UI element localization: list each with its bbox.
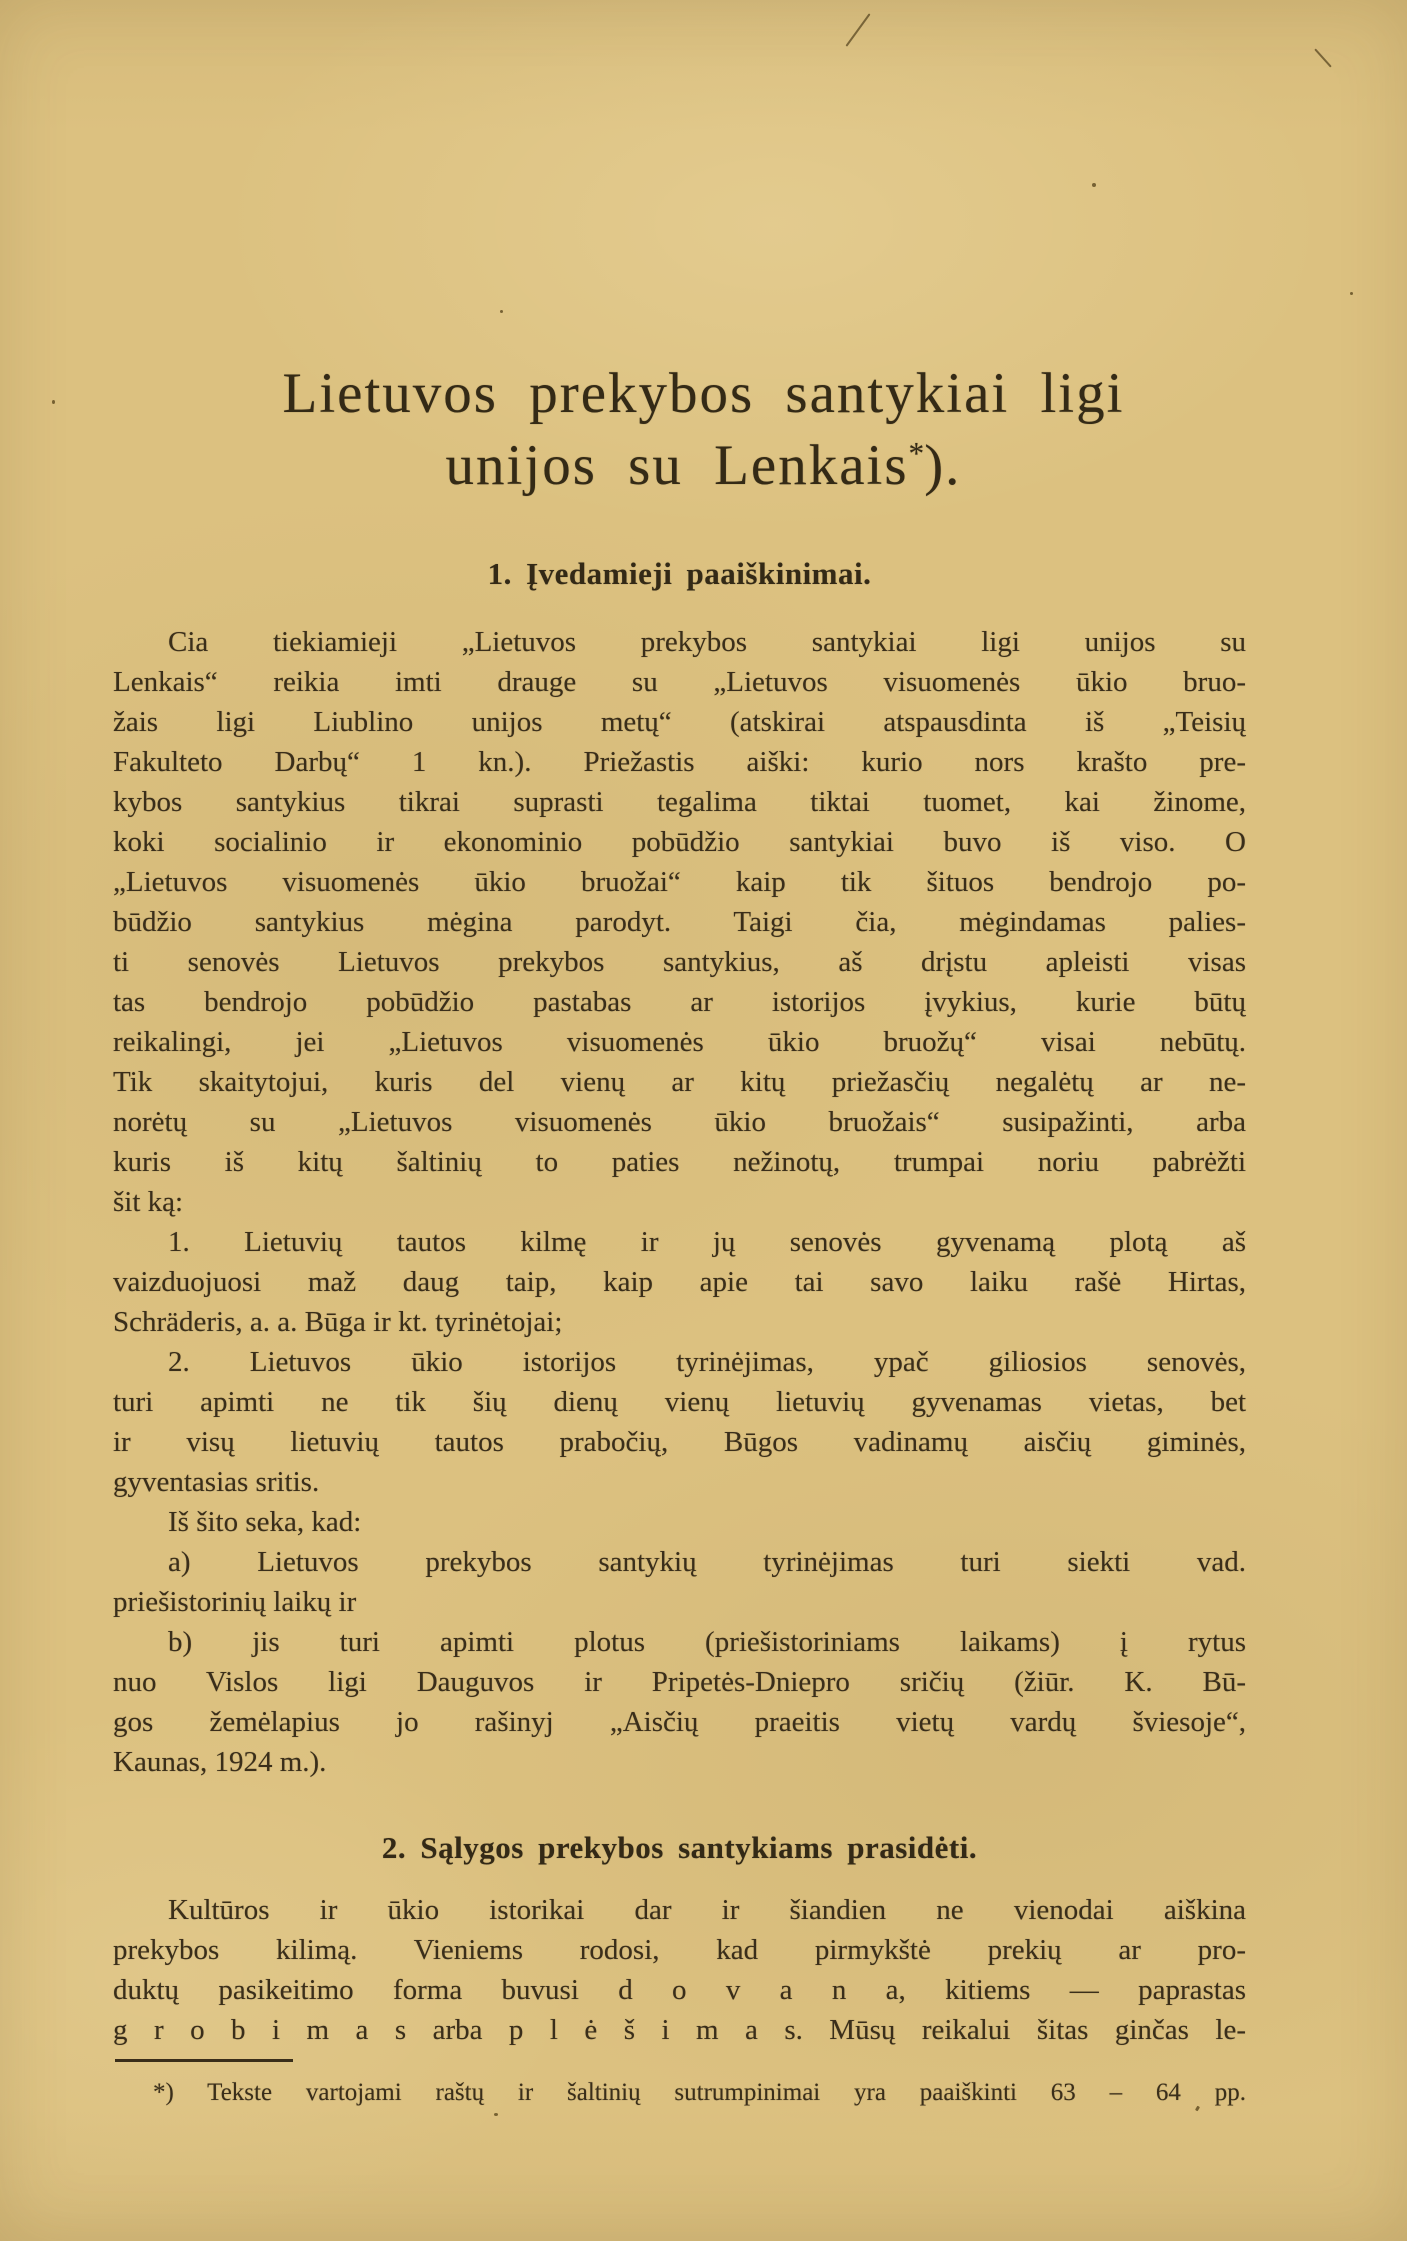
section-1-heading: 1. Įvedamieji paaiškinimai. bbox=[487, 556, 872, 591]
paper-speck bbox=[494, 2113, 498, 2116]
text-line: turi apimti ne tik šių dienų vienų lietuvių gyvenamas vietas, bet bbox=[113, 1386, 1246, 1418]
article-title-line-2-text: unijos su Lenkais bbox=[445, 434, 909, 497]
text-line: „Lietuvos visuomenės ūkio bruožai“ kaip tik šituos bendrojo po- bbox=[113, 866, 1246, 898]
text-line: Iš šito seka, kad: bbox=[168, 1506, 362, 1538]
paper-speck bbox=[1092, 183, 1096, 187]
footnote-rule bbox=[115, 2059, 293, 2062]
list-item-b bbox=[113, 1622, 1246, 1782]
text-line: tas bendrojo pobūdžio pastabas ar istorijos įvykius, kurie būtų bbox=[113, 986, 1246, 1018]
text-line: Cia tiekiamieji „Lietuvos prekybos santykiai ligi unijos su bbox=[168, 626, 1246, 658]
article-title-line-2 bbox=[0, 430, 1407, 502]
list-item-a bbox=[113, 1542, 1246, 1622]
numbered-item-2 bbox=[113, 1342, 1246, 1502]
article-title-line-1: Lietuvos prekybos santykiai ligi bbox=[282, 362, 1125, 425]
conclusion-lead bbox=[113, 1502, 1246, 1542]
article-title bbox=[0, 0, 1407, 502]
text-line: duktų pasikeitimo forma buvusi d o v a n a, kitiems — paprastas bbox=[113, 1974, 1246, 2006]
text-line: prekybos kilimą. Vieniems rodosi, kad pirmykštė prekių ar pro- bbox=[113, 1934, 1246, 1966]
text-line: Tik skaitytojui, kuris del vienų ar kitų priežasčių negalėtų ar ne- bbox=[113, 1066, 1246, 1098]
text-line: norėtų su „Lietuvos visuomenės ūkio bruožais“ susipažinti, arba bbox=[113, 1106, 1246, 1138]
section-2-heading: 2. Sąlygos prekybos santykiams prasidėti. bbox=[381, 1830, 978, 1865]
paper-speck bbox=[1350, 292, 1353, 295]
text-line: gos žemėlapius jo rašinyj „Aisčių praeitis vietų vardų šviesoje“, bbox=[113, 1706, 1246, 1738]
text-line: Kaunas, 1924 m.). bbox=[113, 1746, 327, 1778]
numbered-item-1 bbox=[113, 1222, 1246, 1342]
text-line: 2. Lietuvos ūkio istorijos tyrinėjimas, ypač giliosios senovės, bbox=[168, 1346, 1246, 1378]
text-line: gyventasias sritis. bbox=[113, 1466, 320, 1498]
text-line: Schräderis, a. a. Būga ir kt. tyrinėtojai; bbox=[113, 1306, 563, 1338]
text-line: Fakulteto Darbų“ 1 kn.). Priežastis aiški: kurio nors krašto pre- bbox=[113, 746, 1246, 778]
text-line: priešistorinių laikų ir bbox=[113, 1586, 357, 1618]
intro-paragraph bbox=[113, 622, 1246, 1222]
text-line: Kultūros ir ūkio istorikai dar ir šiandien ne vienodai aiškina bbox=[168, 1894, 1246, 1926]
text-line: 1. Lietuvių tautos kilmę ir jų senovės gyvenamą plotą aš bbox=[168, 1226, 1246, 1258]
text-line: ti senovės Lietuvos prekybos santykius, aš drįstu apleisti visas bbox=[113, 946, 1246, 978]
footnote-marker-superscript: * bbox=[908, 436, 925, 471]
text-line: Lenkais“ reikia imti drauge su „Lietuvos visuomenės ūkio bruo- bbox=[113, 666, 1246, 698]
text-line: nuo Vislos ligi Dauguvos ir Pripetės-Dniepro sričių (žiūr. K. Bū- bbox=[113, 1666, 1246, 1698]
footnote-text: *) Tekste vartojami raštų ir šaltinių sutrumpinimai yra paaiškinti 63 – 64 pp. bbox=[153, 2079, 1246, 2106]
footnote-area bbox=[113, 2059, 1246, 2110]
paper-speck bbox=[500, 310, 503, 313]
paper-speck bbox=[52, 400, 55, 404]
text-line: g r o b i m a s arba p l ė š i m a s. Mūsų reikalui šitas ginčas le- bbox=[113, 2014, 1246, 2046]
text-line: a) Lietuvos prekybos santykių tyrinėjimas turi siekti vad. bbox=[168, 1546, 1246, 1578]
body-text bbox=[113, 554, 1246, 2050]
article-title-line-2-suffix: ). bbox=[924, 434, 962, 497]
text-line: koki socialinio ir ekonominio pobūdžio santykiai buvo iš viso. O bbox=[113, 826, 1246, 858]
section-2-paragraph bbox=[113, 1890, 1246, 2050]
text-line: šit ką: bbox=[113, 1186, 184, 1218]
text-line: kuris iš kitų šaltinių to paties nežinotų, trumpai noriu pabrėžti bbox=[113, 1146, 1246, 1178]
text-line: būdžio santykius mėgina parodyt. Taigi čia, mėgindamas palies- bbox=[113, 906, 1246, 938]
text-line: reikalingi, jei „Lietuvos visuomenės ūkio bruožų“ visai nebūtų. bbox=[113, 1026, 1246, 1058]
text-line: žais ligi Liublino unijos metų“ (atskirai atspausdinta iš „Teisių bbox=[113, 706, 1246, 738]
text-line: b) jis turi apimti plotus (priešistoriniams laikams) į rytus bbox=[168, 1626, 1246, 1658]
text-line: ir visų lietuvių tautos prabočių, Būgos vadinamų aisčių giminės, bbox=[113, 1426, 1246, 1458]
text-line: vaizduojuosi maž daug taip, kaip apie tai savo laiku rašė Hirtas, bbox=[113, 1266, 1246, 1298]
text-line: kybos santykius tikrai suprasti tegalima tiktai tuomet, kai žinome, bbox=[113, 786, 1246, 818]
